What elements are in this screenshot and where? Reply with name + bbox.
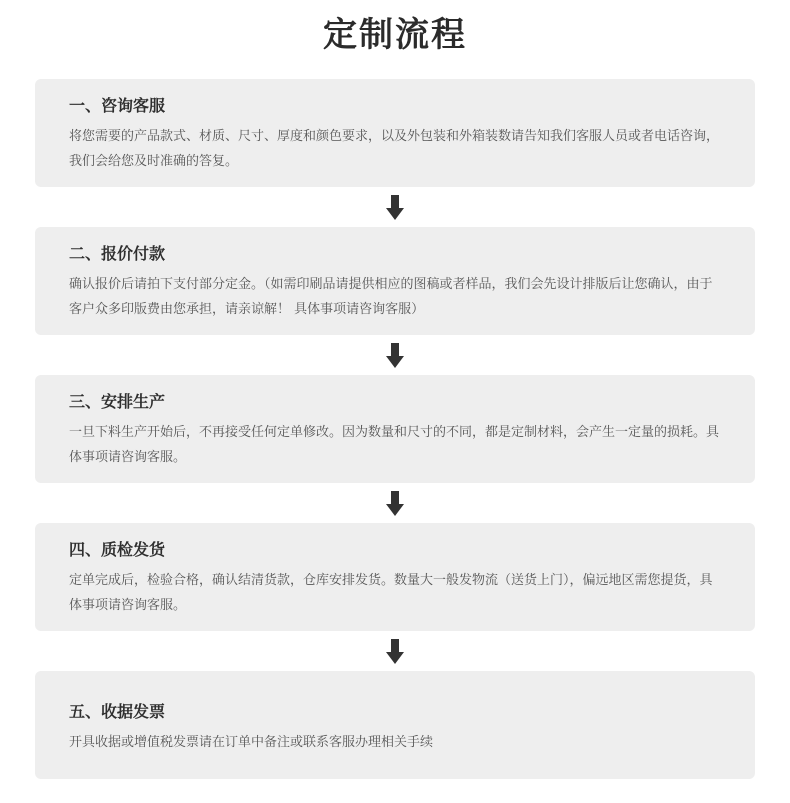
step-card-production <box>35 375 755 483</box>
arrow-down-icon <box>386 343 404 369</box>
step-title: 四、质检发货 <box>69 540 166 559</box>
step-description: 确认报价后请拍下支付部分定金。（如需印刷品请提供相应的图稿或者样品，我们会先设计排版后让您确认，由于客户众多印版费由您承担，请亲谅解！ 具体事项请咨询客服） <box>69 277 713 317</box>
step-card-inspection-shipping <box>35 523 755 631</box>
step-title: 五、收据发票 <box>69 702 166 721</box>
step-description: 定单完成后，检验合格，确认结清货款，仓库安排发货。数量大一般发物流（送货上门），偏远地区需您提货，具体事项请咨询客服。 <box>69 573 713 613</box>
arrow-down-icon <box>386 195 404 221</box>
step-card-quote-payment <box>35 227 755 335</box>
step-title: 三、安排生产 <box>69 392 166 411</box>
page-title: 定制流程 <box>323 15 467 55</box>
step-title: 二、报价付款 <box>69 244 166 263</box>
step-description: 将您需要的产品款式、材质、尺寸、厚度和颜色要求，以及外包装和外箱装数请告知我们客服人员或者电话咨询，我们会给您及时准确的答复。 <box>69 129 720 169</box>
step-description: 开具收据或增值税发票请在订单中备注或联系客服办理相关手续 <box>69 735 434 750</box>
step-description: 一旦下料生产开始后，不再接受任何定单修改。因为数量和尺寸的不同，都是定制材料，会产生一定量的损耗。具体事项请咨询客服。 <box>69 425 720 465</box>
arrow-down-icon <box>386 491 404 517</box>
step-title: 一、咨询客服 <box>69 96 166 115</box>
step-card-invoice <box>35 671 755 779</box>
step-card-consult <box>35 79 755 187</box>
arrow-down-icon <box>386 639 404 665</box>
